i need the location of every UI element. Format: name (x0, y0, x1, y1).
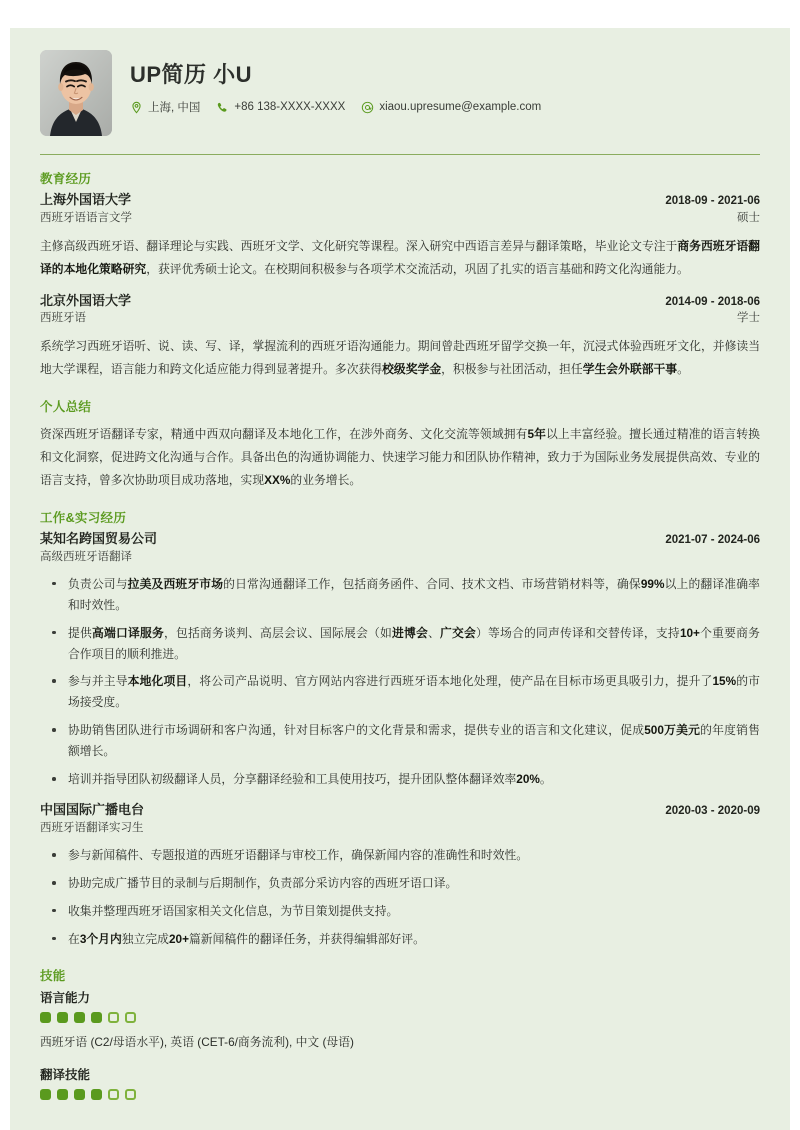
body-text: ，将公司产品说明、官方网站内容进行西班牙语本地化处理，使产品在目标市场更具吸引力，提升了 (187, 674, 713, 689)
degree-label: 硕士 (737, 211, 760, 224)
skill-rating (40, 1089, 760, 1100)
emphasis-text: 商务西班牙语翻译的本地化策略研究 (40, 238, 760, 276)
skill-block (40, 988, 760, 1052)
body-text: 系统学习西班牙语听、说、读、写、译，掌握流利的西班牙语沟通能力。期间曾赴西班牙留学交换一年，沉浸式体验西班牙文化，并修读当地大学课程，语言能力和跨文化适应能力得到显著提升。多次获得 (40, 339, 760, 377)
body-text: 的市场接受度。 (68, 674, 760, 710)
list-item (40, 671, 760, 713)
emphasis-text: 5年 (527, 427, 547, 442)
list-item (40, 574, 760, 616)
entry-subtitle-row (40, 820, 760, 837)
body-text: 篇新闻稿件的翻译任务，并获得编辑部好评。 (188, 931, 425, 946)
body-text: ，包括商务谈判、高层会议、国际展会（如 (164, 625, 392, 640)
body-text: 培训并指导团队初级翻译人员，分享翻译经验和工具使用技巧，提升团队整体翻译效率 (68, 772, 517, 787)
rating-dot-filled (40, 1089, 51, 1100)
header-main (130, 50, 760, 115)
achievement-list (40, 845, 760, 950)
body-text: ，积极参与社团活动，担任 (441, 362, 583, 377)
list-item (40, 873, 760, 894)
organization-name: 某知名跨国贸易公司 (40, 531, 158, 547)
section-work (40, 508, 760, 950)
contact-list (130, 99, 760, 115)
body-text: 以上的翻译准确率和时效性。 (68, 576, 760, 612)
body-text: 的日常沟通翻译工作，包括商务函件、合同、技术文档、市场营销材料等，确保 (223, 576, 641, 591)
education-entries (40, 191, 760, 381)
section-skills (40, 966, 760, 1100)
skill-blocks (40, 988, 760, 1100)
contact-phone-text: +86 138-XXXX-XXXX (234, 101, 346, 114)
major-name: 西班牙语语言文学 (40, 211, 132, 224)
body-text: 的年度销售额增长。 (68, 723, 760, 759)
emphasis-text: 高端口译服务 (92, 625, 164, 640)
emphasis-text: XX% (264, 473, 291, 488)
experience-entry (40, 292, 760, 382)
header-divider (40, 154, 760, 155)
body-text: 负责公司与 (68, 576, 128, 591)
rating-dot-filled (57, 1089, 68, 1100)
entry-title-row (40, 191, 760, 210)
degree-label: 学士 (737, 312, 760, 325)
contact-location-text: 上海, 中国 (148, 102, 201, 115)
entry-subtitle-row (40, 310, 760, 327)
contact-email-text: xiaou.upresume@example.com (379, 101, 542, 114)
contact-phone (216, 101, 345, 114)
body-text: 在 (68, 931, 80, 946)
organization-name: 中国国际广播电台 (40, 802, 145, 818)
entry-title-row (40, 801, 760, 820)
emphasis-text: 20% (516, 772, 540, 787)
body-text: 独立完成 (121, 931, 169, 946)
entry-subtitle-row (40, 549, 760, 566)
skill-block (40, 1065, 760, 1100)
body-text: 资深西班牙语翻译专家，精通中西双向翻译及本地化工作，在涉外商务、文化交流等领域拥有 (40, 427, 528, 442)
entry-description (40, 235, 760, 281)
body-text: ）等场合的同声传译和交替传译，支持 (475, 625, 680, 640)
section-education (40, 169, 760, 381)
emphasis-text: 广交会 (439, 625, 476, 640)
section-title-work: 工作&实习经历 (40, 511, 127, 526)
entry-title-row (40, 530, 760, 549)
body-text: 的业务增长。 (290, 473, 362, 488)
body-text: ，获评优秀硕士论文。在校期间积极参与各项学术交流活动，巩固了扎实的语言基础和跨文化沟通能力。 (146, 261, 689, 276)
emphasis-text: 10+ (679, 625, 700, 640)
section-title-skills: 技能 (40, 968, 66, 983)
body-text: 。 (677, 362, 689, 377)
emphasis-text: 进博会 (391, 625, 428, 640)
resume-header (40, 50, 760, 154)
major-name: 西班牙语 (40, 312, 86, 325)
entry-description (40, 335, 760, 381)
section-title-summary: 个人总结 (40, 400, 92, 415)
emphasis-text: 本地化项目 (127, 674, 188, 689)
page-title: UP简历 小U (130, 62, 253, 87)
body-text: 协助完成广播节目的录制与后期制作，负责部分采访内容的西班牙语口译。 (68, 875, 458, 890)
at-sign-icon (361, 101, 374, 114)
experience-entry (40, 801, 760, 949)
emphasis-text: 学生会外联部干事 (582, 362, 678, 377)
skill-detail: 西班牙语 (C2/母语水平), 英语 (CET-6/商务流利), 中文 (母语) (40, 1034, 354, 1049)
rating-dot-filled (40, 1012, 51, 1023)
body-text: 。 (539, 772, 552, 787)
section-title-education: 教育经历 (40, 172, 92, 186)
experience-entry (40, 191, 760, 281)
skill-rating (40, 1012, 760, 1023)
entry-title-row (40, 292, 760, 311)
body-text: 提供 (68, 625, 92, 640)
rating-dot-filled (57, 1012, 68, 1023)
emphasis-text: 校级奖学金 (382, 362, 442, 377)
resume-page (10, 28, 790, 1130)
body-text: 主修高级西班牙语、翻译理论与实践、西班牙文学、文化研究等课程。深入研究中西语言差异与翻译策略，毕业论文专注于 (40, 238, 678, 253)
emphasis-text: 500万美元 (644, 723, 701, 738)
rating-dot-empty (125, 1012, 136, 1023)
date-range: 2020-03 - 2020-09 (665, 805, 760, 818)
emphasis-text: 15% (712, 674, 737, 689)
rating-dot-empty (108, 1012, 119, 1023)
date-range: 2018-09 - 2021-06 (665, 195, 760, 207)
body-text: 收集并整理西班牙语国家相关文化信息，为节目策划提供支持。 (68, 903, 399, 918)
list-item (40, 845, 760, 866)
rating-dot-filled (91, 1012, 102, 1023)
list-item (40, 769, 760, 790)
rating-dot-filled (91, 1089, 102, 1100)
phone-icon (216, 101, 229, 114)
skill-name: 语言能力 (40, 990, 91, 1005)
body-text: 参与新闻稿件、专题报道的西班牙语翻译与审校工作，确保新闻内容的准确性和时效性。 (68, 847, 529, 862)
entry-subtitle-row (40, 210, 760, 227)
section-summary (40, 397, 760, 492)
contact-email (361, 101, 541, 114)
role-title: 西班牙语翻译实习生 (40, 822, 144, 835)
list-item (40, 720, 760, 762)
organization-name: 北京外国语大学 (40, 292, 132, 308)
contact-location (130, 99, 200, 115)
rating-dot-filled (74, 1089, 85, 1100)
rating-dot-filled (74, 1012, 85, 1023)
list-item (40, 901, 760, 922)
date-range: 2021-07 - 2024-06 (665, 534, 760, 547)
list-item (40, 623, 760, 665)
skill-name: 翻译技能 (40, 1067, 91, 1082)
date-range: 2014-09 - 2018-06 (665, 295, 760, 308)
emphasis-text: 99% (640, 576, 665, 591)
rating-dot-empty (108, 1089, 119, 1100)
experience-entry (40, 530, 760, 790)
body-text: 个重要商务合作项目的顺利推进。 (68, 625, 760, 661)
emphasis-text: 拉美及西班牙市场 (127, 576, 224, 591)
list-item (40, 929, 760, 950)
body-text: 、 (427, 625, 440, 640)
work-entries (40, 530, 760, 950)
body-text: 以上丰富经验。擅长通过精准的语言转换和文化洞察，促进跨文化沟通与合作。具备出色的沟通协调能力、快速学习能力和团队协作精神，致力于为国际业务发展提供高效、专业的语言支持，曾多次协助项目成功落地，实现 (40, 427, 760, 488)
achievement-list (40, 574, 760, 791)
summary-text (40, 423, 760, 492)
organization-name: 上海外国语大学 (40, 192, 132, 207)
role-title: 高级西班牙语翻译 (40, 550, 132, 563)
emphasis-text: 3个月内 (79, 931, 122, 946)
emphasis-text: 20+ (168, 931, 189, 946)
body-text: 协助销售团队进行市场调研和客户沟通，针对目标客户的文化背景和需求，提供专业的语言和文化建议，促成 (68, 723, 645, 738)
avatar (40, 50, 112, 136)
body-text: 参与并主导 (68, 674, 128, 689)
rating-dot-empty (125, 1089, 136, 1100)
location-pin-icon (130, 101, 143, 114)
